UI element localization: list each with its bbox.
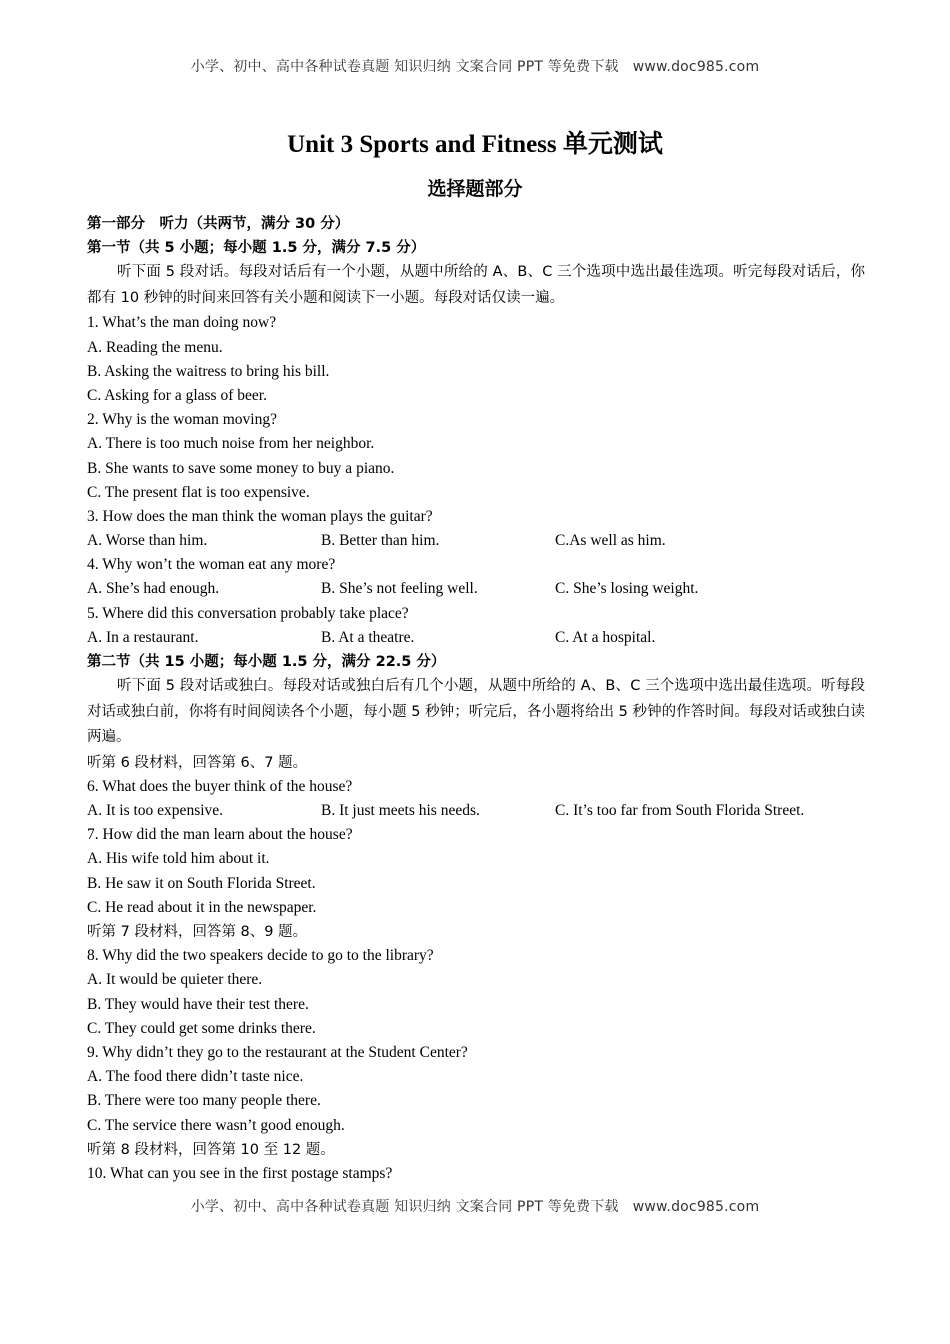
option-c: C. At a hospital. <box>555 628 656 646</box>
option-a: A. It would be quieter there. <box>87 971 263 989</box>
question-text: 8. Why did the two speakers decide to go to the library? <box>87 947 434 965</box>
options-row <box>87 529 865 553</box>
question-3 <box>87 505 865 553</box>
footer-url[interactable]: www.doc985.com <box>632 1199 760 1215</box>
question-text: 2. Why is the woman moving? <box>87 411 277 429</box>
question-7 <box>87 823 865 920</box>
option-a: A. There is too much noise from her neighbor. <box>87 435 375 453</box>
option-b: B. At a theatre. <box>321 628 415 646</box>
header-text: 小学、初中、高中各种试卷真题 知识归纳 文案合同 PPT 等免费下载 <box>190 59 619 75</box>
option-c: C. It’s too far from South Florida Street. <box>555 802 805 820</box>
question-1 <box>87 311 865 408</box>
option-c: C. The present flat is too expensive. <box>87 483 310 501</box>
option-a: A. Worse than him. <box>87 532 208 550</box>
option-b: B. Better than him. <box>321 532 440 550</box>
option-b: B. There were too many people there. <box>87 1092 321 1110</box>
question-5 <box>87 602 865 650</box>
question-text: 10. What can you see in the first postage stamps? <box>87 1164 393 1182</box>
option-b: B. It just meets his needs. <box>321 802 480 820</box>
question-text: 6. What does the buyer think of the house? <box>87 777 353 795</box>
option-a: A. Reading the menu. <box>87 338 223 356</box>
material-6-note: 听第 6 段材料，回答第 6、7 题。 <box>87 754 308 771</box>
option-b: B. Asking the waitress to bring his bill. <box>87 362 330 380</box>
options-row <box>87 799 865 823</box>
question-text: 1. What’s the man doing now? <box>87 314 277 332</box>
question-text: 5. Where did this conversation probably take place? <box>87 604 409 622</box>
option-c: C. She’s losing weight. <box>555 580 699 598</box>
document-title: Unit 3 Sports and Fitness 单元测试 <box>287 131 663 158</box>
page-header <box>0 56 950 76</box>
question-text: 3. How does the man think the woman plays the guitar? <box>87 507 433 525</box>
header-url[interactable]: www.doc985.com <box>632 59 760 75</box>
option-c: C. He read about it in the newspaper. <box>87 898 317 916</box>
section2-instructions: 听下面 5 段对话或独白。每段对话或独白后有几个小题，从题中所给的 A、B、C 三个选项中选出最佳选项。听每段对话或独白前，你将有时间阅读各个小题，每小题 5 秒钟；听完后，各小题将给出 5 秒钟的作答时间。每段对话或独白读两遍。 <box>87 678 865 746</box>
question-text: 4. Why won’t the woman eat any more? <box>87 556 336 574</box>
section1-heading: 第一节（共 5 小题；每小题 1.5 分，满分 7.5 分） <box>87 240 426 257</box>
option-a: A. She’s had enough. <box>87 580 220 598</box>
question-6 <box>87 775 865 823</box>
question-8 <box>87 944 865 1041</box>
options-row <box>87 577 865 601</box>
section1-instructions: 听下面 5 段对话。每段对话后有一个小题，从题中所给的 A、B、C 三个选项中选出最佳选项。听完每段对话后，你都有 10 秒钟的时间来回答有关小题和阅读下一小题。每段对话仅读一遍。 <box>87 264 865 306</box>
question-text: 9. Why didn’t they go to the restaurant at the Student Center? <box>87 1043 468 1061</box>
section2-heading: 第二节（共 15 小题；每小题 1.5 分，满分 22.5 分） <box>87 654 446 670</box>
option-b: B. She wants to save some money to buy a piano. <box>87 459 395 477</box>
part1-heading: 第一部分 听力（共两节，满分 30 分） <box>87 216 350 232</box>
options-row <box>87 626 865 650</box>
option-a: A. His wife told him about it. <box>87 850 270 868</box>
option-c: C. The service there wasn’t good enough. <box>87 1116 345 1134</box>
question-text: 7. How did the man learn about the house? <box>87 826 353 844</box>
option-b: B. She’s not feeling well. <box>321 580 478 598</box>
option-a: A. It is too expensive. <box>87 802 224 820</box>
option-c: C. Asking for a glass of beer. <box>87 386 267 404</box>
question-2 <box>87 408 865 505</box>
question-4 <box>87 553 865 601</box>
material-7-note: 听第 7 段材料，回答第 8、9 题。 <box>87 924 308 940</box>
material-8-note: 听第 8 段材料，回答第 10 至 12 题。 <box>87 1141 335 1158</box>
option-a: A. In a restaurant. <box>87 628 199 646</box>
option-c: C.As well as him. <box>555 532 666 550</box>
question-10 <box>87 1162 865 1186</box>
question-9 <box>87 1041 865 1138</box>
option-b: B. They would have their test there. <box>87 995 309 1013</box>
document-body <box>87 212 865 1186</box>
option-b: B. He saw it on South Florida Street. <box>87 874 316 892</box>
option-a: A. The food there didn’t taste nice. <box>87 1068 304 1086</box>
option-c: C. They could get some drinks there. <box>87 1019 316 1037</box>
page-footer <box>0 1196 950 1216</box>
footer-text: 小学、初中、高中各种试卷真题 知识归纳 文案合同 PPT 等免费下载 <box>190 1199 619 1215</box>
document-subtitle: 选择题部分 <box>427 178 523 200</box>
